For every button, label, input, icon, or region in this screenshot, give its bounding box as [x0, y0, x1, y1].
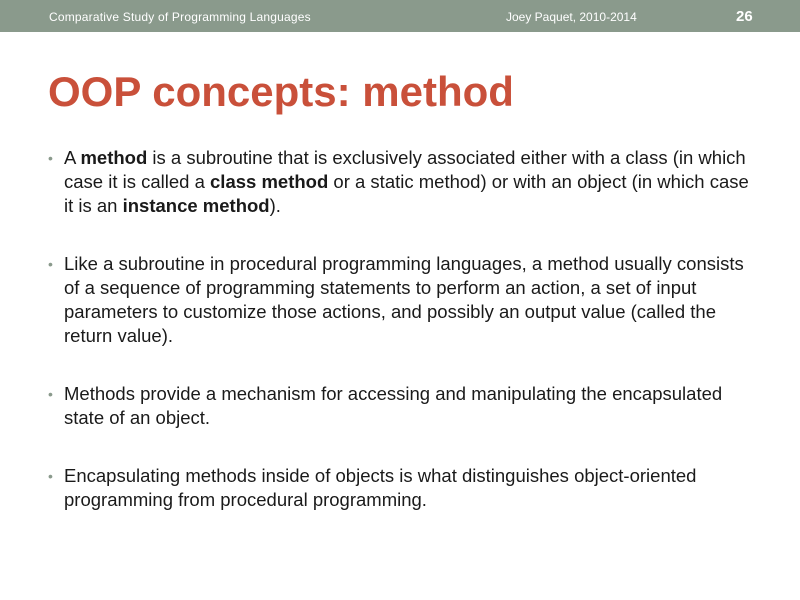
bullet-icon: •: [48, 256, 53, 272]
bullet-text: A method is a subroutine that is exclusively associated either with a class (in which case it is called a class method or a static method) or with an object (in which case it is an instance method).: [64, 147, 749, 216]
bullet-list: [48, 146, 758, 546]
bullet-item-method-definition: [48, 146, 758, 218]
bold-term-instance-method: instance method: [122, 195, 270, 216]
slide-header-bar: [0, 0, 800, 32]
bold-term-class-method: class method: [210, 171, 329, 192]
bullet-item-subroutine: [48, 252, 758, 348]
bullet-icon: •: [48, 386, 53, 402]
bullet-icon: •: [48, 150, 53, 166]
slide-title: OOP concepts: method: [48, 68, 514, 115]
course-title: Comparative Study of Programming Languages: [49, 10, 311, 24]
bullet-text: Methods provide a mechanism for accessing and manipulating the encapsulated state of an object.: [64, 383, 723, 428]
author-credit: Joey Paquet, 2010-2014: [506, 10, 637, 24]
page-number: 26: [736, 8, 753, 25]
bullet-text: Like a subroutine in procedural programming languages, a method usually consists of a sequence of programming statements to perform an action, a set of input parameters to customize those actions, and possibly an output value (called the return value).: [64, 253, 744, 346]
bullet-text: Encapsulating methods inside of objects is what distinguishes object-oriented programming from procedural programming.: [64, 465, 697, 510]
bold-term-method: method: [80, 147, 148, 168]
bullet-icon: •: [48, 468, 53, 484]
bullet-item-encapsulation: [48, 464, 758, 512]
bullet-item-mechanism: [48, 382, 758, 430]
